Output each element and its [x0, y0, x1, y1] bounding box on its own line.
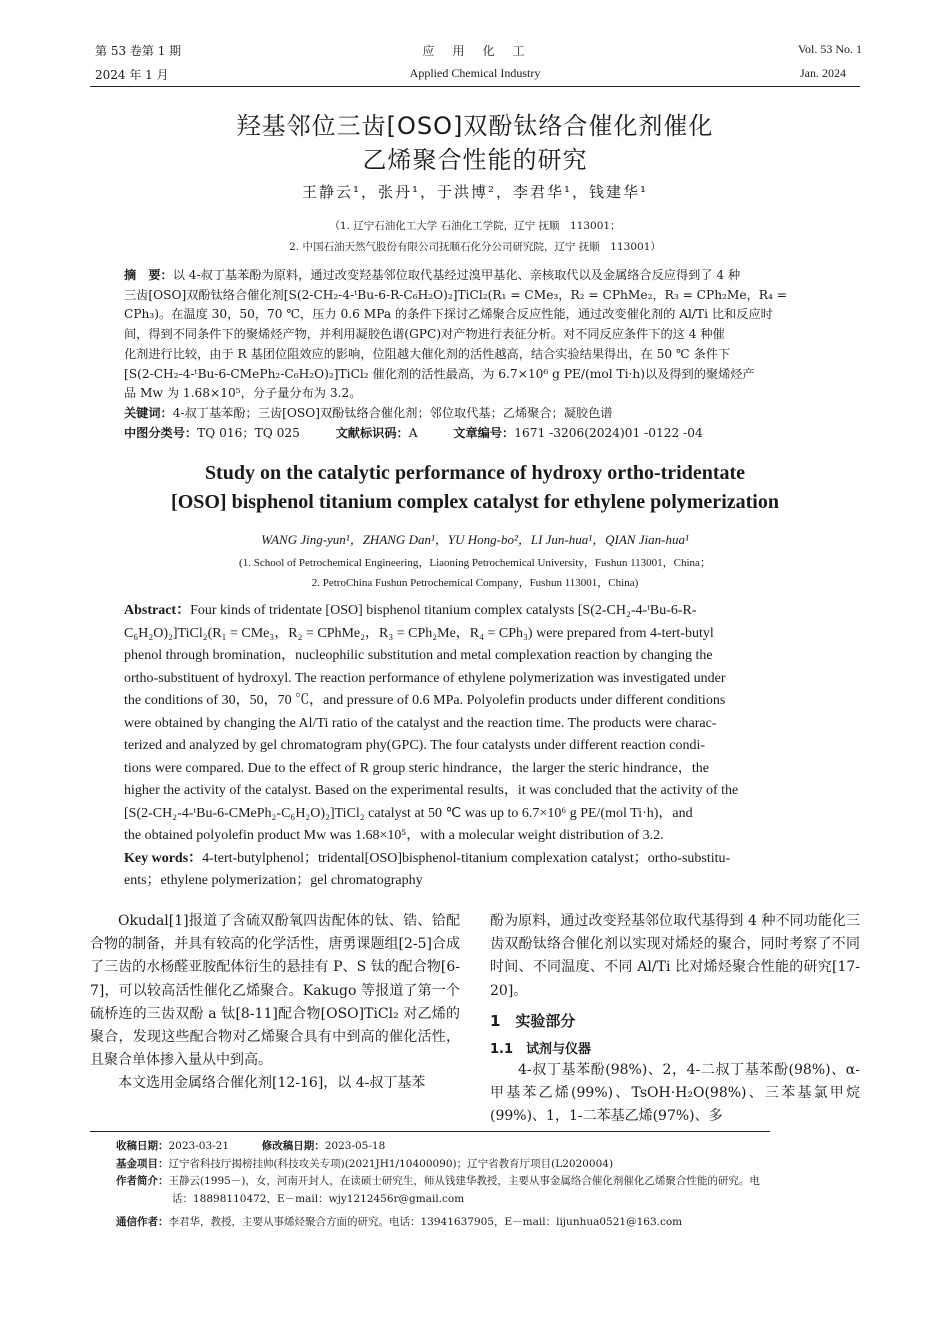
- abstract-en-line: the obtained polyolefin product Mw was 1.68×10⁵，with a molecular weight distribution of 3.2.: [124, 828, 664, 843]
- section-heading: 1 实验部分: [490, 1012, 576, 1030]
- author-bio-label: 作者简介：: [116, 1175, 169, 1187]
- abstract-en-line: tions were compared. Due to the effect of R group steric hindrance，the larger the steric hindrance，the: [124, 760, 709, 776]
- abstract-zh-line: 间，得到不同条件下的聚烯烃产物，并利用凝胶色谱(GPC)对产物进行表征分析。对不同反应条件下的这 4 种催: [124, 327, 725, 342]
- article-number: 1671 -3206(2024)01 -0122 -04: [514, 425, 703, 440]
- keywords-zh-label: 关键词：: [124, 405, 173, 420]
- reagents-paragraph: 4-叔丁基苯酚(98%)、2，4-二叔丁基苯酚(98%)、α-甲基苯乙烯(99%)、TsOH·H₂O(98%)、三苯基氯甲烷(99%)、1，1-二苯基乙烯(97%)、多: [490, 1062, 860, 1125]
- header-rule: [90, 86, 860, 87]
- intro-paragraph: Okudal[1]报道了含硫双酚氧四齿配体的钛、锆、铪配合物的制备，并具有较高的化学活性，唐勇课题组[2-5]合成了三齿的水杨醛亚胺配体衍生的悬挂有 P、S 钛的配合物[6-7]，可以较高活性催化乙烯聚合。Kakugo 等报道了第一个硫桥连的三齿双酚 a 钛[8-11]配合物[OSO]TiCl₂ 对乙烯的聚合，发现这些配合物对乙烯聚合具有中到高的催化活性，且聚合单体掺入量从中到高。: [90, 913, 460, 1069]
- body-right-column: [490, 910, 860, 1003]
- fund-label: 基金项目：: [116, 1157, 169, 1170]
- affiliation-en-2: 2. PetroChina Fushun Petrochemical Company，Fushun 113001，China): [311, 577, 639, 589]
- body-left-column: [90, 910, 460, 1096]
- fund-text: 辽宁省科技厅揭榜挂帅(科技攻关专项)(2021JH1/10400090)；辽宁省教育厅项目(L2020004): [168, 1157, 614, 1170]
- affiliation-zh-1: （1. 辽宁石油化工大学 石油化工学院，辽宁 抚顺 113001；: [329, 220, 621, 232]
- title-en-line1: Study on the catalytic performance of hydroxy ortho-tridentate: [204, 462, 746, 484]
- abstract-en: [124, 600, 826, 893]
- abstract-zh-line: [S(2-CH₂-4-ᵗBu-6-CMePh₂-C₆H₂O)₂]TiCl₂ 催化剂的活性最高，为 6.7×10⁶ g PE/(mol Ti·h)以及得到的聚烯烃产: [124, 366, 755, 381]
- abstract-zh-label: 摘 要：: [124, 268, 173, 282]
- revised-label: 修改稿日期：: [261, 1140, 325, 1152]
- abstract-en-line: phenol through bromination，nucleophilic substitution and metal complexation reaction by changing the: [124, 648, 713, 663]
- affiliation-zh-2: 2. 中国石油天然气股份有限公司抚顺石化分公司研究院，辽宁 抚顺 113001）: [289, 241, 661, 253]
- corresponding-author: 李君华，教授，主要从事烯烃聚合方面的研究。电话：13941637905，E－mail：lijunhua0521@163.com: [168, 1216, 683, 1228]
- doc-code: A: [408, 425, 418, 440]
- header-date-en: Jan. 2024: [800, 66, 846, 80]
- header-date: 2024 年 1 月: [95, 68, 169, 82]
- title-zh-line2: 乙烯聚合性能的研究: [362, 146, 588, 174]
- abstract-en-line: were obtained by changing the Al/Ti ratio of the catalyst and the reaction time. The products were charac-: [124, 715, 717, 731]
- keywords-en-line: ents；ethylene polymerization；gel chromatography: [124, 873, 423, 888]
- received-label: 收稿日期：: [116, 1140, 169, 1152]
- abstract-zh-line: 以 4-叔丁基苯酚为原料，通过改变羟基邻位取代基经过溴甲基化、亲核取代以及金属络合反应得到了 4 种: [172, 268, 741, 282]
- journal-title-en: Applied Chemical Industry: [409, 66, 541, 80]
- author-bio: 王静云(1995－)，女，河南开封人，在读硕士研究生，师从钱建华教授，主要从事金属络合催化剂催化乙烯聚合性能的研究。电: [168, 1175, 760, 1187]
- affiliation-en-1: (1. School of Petrochemical Engineering，Liaoning Petrochemical University，Fushun 113001，China；: [239, 557, 711, 569]
- intro-paragraph: 本文选用金属络合催化剂[12-16]，以 4-叔丁基苯: [118, 1075, 426, 1092]
- revised-date: 2023-05-18: [324, 1140, 386, 1152]
- keywords-en-label: Key words：: [124, 850, 203, 866]
- footnote-rule: [90, 1131, 770, 1132]
- footnotes: [116, 1138, 846, 1232]
- keywords-en-line: 4-tert-butylphenol；tridental[OSO]bisphenol-titanium complexation catalyst；ortho-substitu-: [202, 850, 731, 866]
- subsection-heading: 1.1 试剂与仪器: [490, 1042, 592, 1057]
- authors-zh: 王静云¹，张丹¹，于洪博²，李君华¹，钱建华¹: [301, 183, 649, 201]
- abstract-zh-line: 品 Mw 为 1.68×10⁵，分子量分布为 3.2。: [124, 386, 362, 401]
- intro-paragraph-cont: 酚为原料，通过改变羟基邻位取代基得到 4 种不同功能化三齿双酚钛络合催化剂以实现对烯烃的聚合，同时考察了不同时间、不同温度、不同 Al/Ti 比对烯烃聚合性能的研究[17-20]。: [490, 913, 860, 999]
- header-vol-en: Vol. 53 No. 1: [797, 42, 862, 56]
- abstract-zh-line: 三齿[OSO]双酚钛络合催化剂[S(2-CH₂-4-ᵗBu-6-R-C₆H₂O)₂]TiCl₂(R₁ = CMe₃，R₂ = CPhMe₂，R₃ = CPh₂Me，R₄ =: [124, 287, 787, 302]
- keywords-zh: 4-叔丁基苯酚；三齿[OSO]双酚钛络合催化剂；邻位取代基；乙烯聚合；凝胶色谱: [172, 405, 613, 420]
- abstract-en-line: the conditions of 30，50，70 ℃，and pressure of 0.6 MPa. Polyolefin products under different conditions: [124, 693, 726, 708]
- received-date: 2023-03-21: [168, 1140, 230, 1152]
- abstract-en-line: ortho-substituent of hydroxyl. The reaction performance of ethylene polymerization was investigated under: [124, 670, 726, 686]
- reagents-paragraph-wrap: [490, 1059, 860, 1129]
- title-en-line2: [OSO] bisphenol titanium complex catalyst for ethylene polymerization: [171, 491, 779, 513]
- title-zh-line1: 羟基邻位三齿[OSO]双酚钛络合催化剂催化: [236, 112, 714, 140]
- clc-number: TQ 016；TQ 025: [197, 425, 300, 440]
- classification-line: [124, 424, 828, 444]
- abstract-en-line: [S(2-CH₂-4-ᵗBu-6-CMePh₂-C₆H₂O)₂]TiCl₂ catalyst at 50 ℃ was up to 6.7×10⁶ g PE/(mol Ti·h)，and: [124, 805, 693, 821]
- abstract-zh: [124, 266, 828, 443]
- abstract-en-line: C₆H₂O)₂]TiCl₂(R₁ = CMe₃，R₂ = CPhMe₂，R₃ = CPh₂Me，R₄ = CPh₃) were prepared from 4-tert-butyl: [124, 625, 714, 641]
- header-volume: 第 53 卷第 1 期: [95, 44, 182, 58]
- abstract-zh-line: 化剂进行比较，由于 R 基团位阻效应的影响，位阻越大催化剂的活性越高，结合实验结果得出，在 50 ℃ 条件下: [124, 346, 731, 361]
- abstract-en-label: Abstract：: [124, 603, 191, 618]
- journal-title-zh: 应 用 化 工: [422, 44, 528, 58]
- abstract-en-line: Four kinds of tridentate [OSO] bisphenol titanium complex catalysts [S(2-CH₂-4-ᵗBu-6-R-: [190, 603, 697, 618]
- corresponding-label: 通信作者：: [116, 1216, 169, 1228]
- abstract-zh-line: CPh₃)。在温度 30，50，70 ℃，压力 0.6 MPa 的条件下探讨乙烯聚合反应性能，通过改变催化剂的 Al/Ti 比和反应时: [124, 307, 773, 322]
- article-number-label: 文章编号：: [453, 425, 515, 440]
- abstract-en-line: terized and analyzed by gel chromatogram phy(GPC). The four catalysts under different reaction condi-: [124, 738, 706, 753]
- author-bio-cont: 话：18898110472，E－mail：wjy1212456r@gmail.com: [172, 1192, 465, 1205]
- clc-label: 中图分类号：: [124, 425, 198, 440]
- doc-code-label: 文献标识码：: [335, 425, 409, 440]
- abstract-en-line: higher the activity of the catalyst. Based on the experimental results，it was concluded that the activity of the: [124, 783, 739, 798]
- authors-en: WANG Jing-yun¹，ZHANG Dan¹，YU Hong-bo²，LI Jun-hua¹，QIAN Jian-hua¹: [261, 532, 689, 547]
